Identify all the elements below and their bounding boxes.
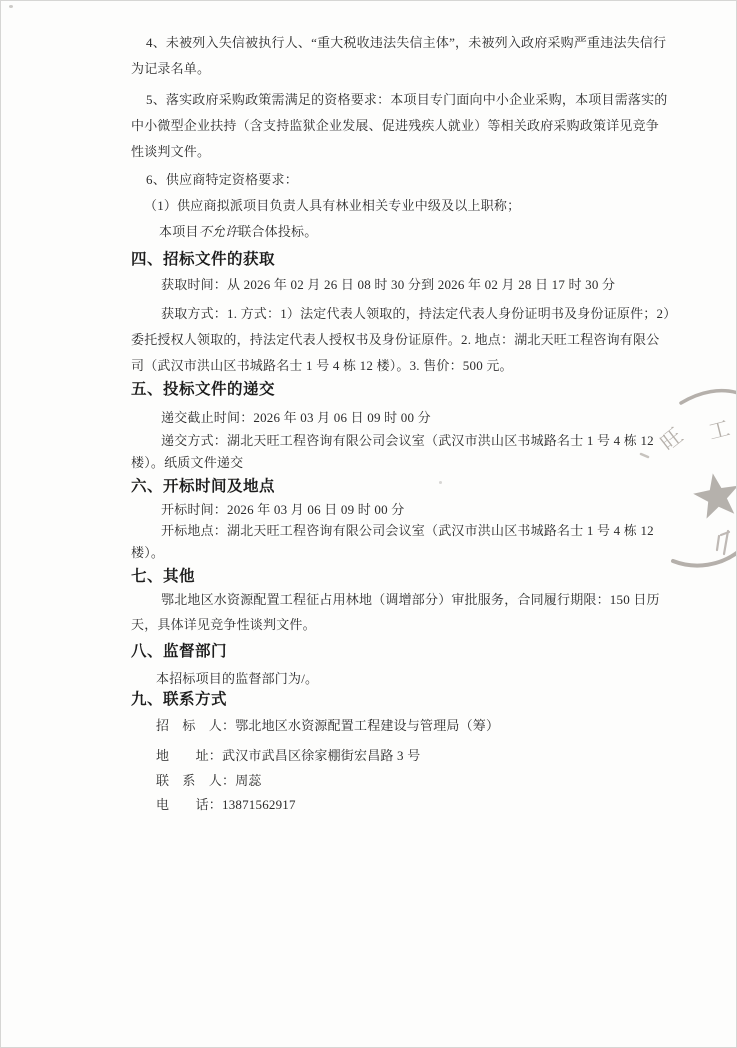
qualification-item-4-line2: 为记录名单。 [131, 61, 211, 76]
seal-top-arc [681, 391, 737, 403]
qualification-item-4-line1: 4、未被列入失信被执行人、“重大税收违法失信主体”，未被列入政府采购严重违法失信行 [146, 35, 667, 50]
contact-bidder: 招 标 人：鄂北地区水资源配置工程建设与管理局（筹） [156, 718, 500, 733]
section-7-heading: 七、其他 [131, 568, 196, 585]
supervision-body: 本招标项目的监督部门为/。 [156, 671, 319, 686]
seal-inner-mark [717, 531, 729, 554]
section-8-heading: 八、监督部门 [131, 643, 228, 660]
seal-tick-mark [641, 454, 648, 457]
qualification-item-5-line2: 中小微型企业扶持（含支持监狱企业发展、促进残疾人就业）等相关政府采购政策详见竞争 [131, 118, 660, 133]
submission-method-line2: 楼）。纸质文件递交 [131, 455, 244, 470]
seal-char-2: 工 [706, 416, 733, 445]
no-consortium-italic: 不允许 [198, 224, 239, 239]
opening-place-line1: 开标地点：湖北天旺工程咨询有限公司会议室（武汉市洪山区书城路名士 1 号 4 栋 12 [161, 523, 654, 538]
acquisition-method-line3: 司（武汉市洪山区书城路名士 1 号 4 栋 12 楼）。3. 售价：500 元。 [131, 358, 513, 373]
company-seal-stamp [621, 381, 737, 581]
acquisition-method-line1: 获取方式：1. 方式：1）法定代表人领取的，持法定代表人身份证明书及身份证原件；2） [161, 306, 677, 321]
seal-bottom-arc [673, 552, 737, 566]
opening-place-line2: 楼）。 [131, 545, 165, 560]
submission-method-line1: 递交方式：湖北天旺工程咨询有限公司会议室（武汉市洪山区书城路名士 1 号 4 栋 12 [161, 433, 654, 448]
section-4-heading: 四、招标文件的获取 [131, 251, 276, 268]
seal-star-icon [693, 473, 737, 518]
contact-person: 联 系 人：周蕊 [156, 773, 262, 788]
no-consortium-pre: 本项目 [159, 224, 199, 239]
contact-address: 地 址：武汉市武昌区徐家棚街宏昌路 3 号 [156, 748, 421, 763]
section-9-heading: 九、联系方式 [131, 691, 228, 708]
no-consortium-post: 联合体投标。 [238, 224, 318, 239]
qualification-item-5-line1: 5、落实政府采购政策需满足的资格要求：本项目专门面向中小企业采购，本项目需落实的 [146, 92, 668, 107]
qualification-item-6-sub2 [131, 222, 719, 242]
other-info-line1: 鄂北地区水资源配置工程征占用林地（调增部分）审批服务，合同履行期限：150 日历 [161, 592, 660, 607]
seal-char-1: 旺 [656, 423, 688, 456]
section-6-heading: 六、开标时间及地点 [131, 478, 276, 495]
other-info-line2: 天，具体详见竞争性谈判文件。 [131, 617, 316, 632]
qualification-item-5-line3: 性谈判文件。 [131, 144, 211, 159]
acquisition-method-line2: 委托授权人领取的，持法定代表人授权书及身份证原件。2. 地点：湖北天旺工程咨询有限公 [131, 332, 660, 347]
acquisition-time: 获取时间：从 2026 年 02 月 26 日 08 时 30 分到 2026 年 02 月 28 日 17 时 30 分 [161, 277, 616, 292]
submission-deadline: 递交截止时间：2026 年 03 月 06 日 09 时 00 分 [161, 410, 431, 425]
section-5-heading: 五、投标文件的递交 [131, 381, 276, 398]
opening-time: 开标时间：2026 年 03 月 06 日 09 时 00 分 [161, 502, 405, 517]
qualification-item-6-sub1: （1）供应商拟派项目负责人具有林业相关专业中级及以上职称； [144, 198, 521, 213]
qualification-item-6-line1: 6、供应商特定资格要求： [146, 172, 298, 187]
contact-phone: 电 话：13871562917 [156, 797, 296, 812]
scan-speck [9, 5, 13, 8]
